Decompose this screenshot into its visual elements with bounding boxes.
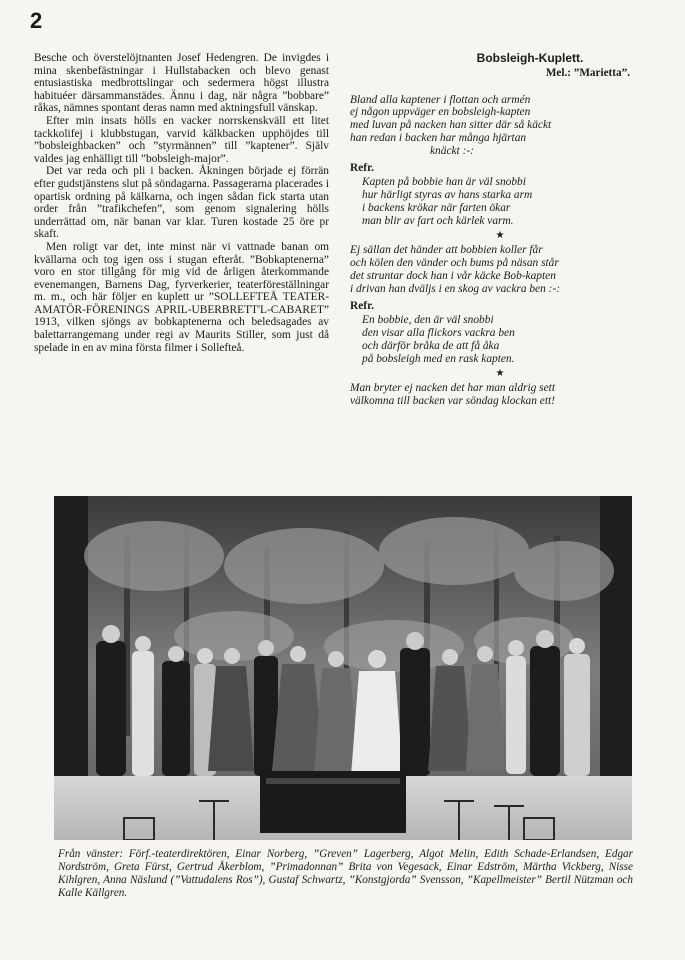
verse-line: i drivan han dväljs i en skog av vackra ben :-:	[350, 282, 561, 295]
verse-1	[350, 94, 650, 158]
refrain-1	[350, 176, 650, 227]
refrain-label: Refr.	[350, 161, 374, 174]
song-melody: Mel.: ”Marietta”.	[545, 66, 630, 79]
refrain-2	[350, 314, 650, 365]
paragraph: Men roligt var det, inte minst när vi vattnade banan om kvällarna och tog igen oss i stugan efteråt. ”Bobkaptenerna” voro en stor tillgång för mig vid de årligen återkommande evenemangen, Barnens Dag, fyrverkerier, teaterföreställningar m. m., och här följer en kuplett ur ”SOLLEFTEÅ TEATER-AMATÖR-FÖRENINGS APRIL-UBERBRETT'L-CABARET” 1913, vilken sjöngs av bobkaptenerna och beledsagades av balettarrangemang under regi av Maurits Stiller, som just då spelade in en av mina första filmer i Sollefteå.	[34, 240, 329, 354]
refrain-line: En bobbie, den är väl snobbi	[362, 314, 494, 327]
paragraph: Det var reda och pli i backen. Åkningen började ej förrän efter gudstjänstens slut på söndagarna. Passagerarna placerades i opartisk ordning på kälkarna, och ingen sådan fick starta utan order från ”trafikchefen”, som genom signalering hölls underrättad om, när banan var klar. Turen kostade 25 öre pr skaft.	[34, 165, 329, 241]
photo-caption: Från vänster: Förf.-teaterdirektören, Einar Norberg, ”Greven” Lagerberg, Algot Melin, Edith Schade-Erlandsen, Edgar Nordström, Greta Fürst, Gertrud Åkerblom, ”Primadonnan” Brita von Vegesack, Einar Edström, Märtha Vickberg, Nisse Kihlgren, Anna Näslund (”Vattudalens Ros”), Gustaf Schwartz, ”Konstgjorda” Svensson, ”Kapellmeister” Bertil Nützman och Kalle Källgren.	[58, 848, 633, 899]
closing-lines	[350, 382, 650, 408]
verse-line: Ej sällan det händer att bobbien koller får	[350, 244, 543, 257]
verse-line: han redan i backen har många hjärtan	[350, 131, 527, 144]
closing-line: välkomna till backen var söndag klockan ett!	[350, 395, 555, 408]
paragraph: Besche och överstelöjtnanten Josef Hedengren. De invigdes i mina skenbefästningar i Hullstabacken och blevo genast entusiastiska medbrottslingar och sedermera högst illustra habituéer därsammanstädes. Ännu i dag, när några ”bobbare” råkas, nämnes spontant deras namn med aktningsfull vänskap.	[34, 52, 329, 115]
right-curtain	[600, 496, 632, 786]
left-column-text	[34, 52, 329, 354]
refrain-line: Kapten på bobbie han är väl snobbi	[362, 176, 526, 189]
verse-line: det struntar dock han i vår käcke Bob-kapten	[350, 269, 556, 282]
song-column	[350, 52, 650, 408]
refrain-label: Refr.	[350, 299, 374, 312]
star-divider: ★	[495, 367, 505, 379]
refrain-line: på bobsleigh med en rask kapten.	[362, 352, 515, 365]
refrain-line: man blir av fart och kärlek varm.	[362, 214, 514, 227]
star-divider: ★	[495, 229, 505, 241]
verse-line: Bland alla kaptener i flottan och armén	[350, 93, 531, 106]
verse-line: med luvan på nacken han sitter där så käckt	[350, 119, 552, 132]
paragraph: Efter min insats hölls en vacker norrskenskväll ett litet tackkolifej i klubbstugan, varvid kälkbacken upphöjdes till ”bobsleighbacken” och ”styrmännen” till ”kaptener”. Själv valdes jag enhälligt till ”bobsleigh-major”.	[34, 114, 329, 165]
page-number: 2	[30, 8, 43, 33]
closing-line: Man bryter ej nacken det har man aldrig sett	[350, 382, 555, 395]
refrain-line: och därför bråka de att få åka	[362, 339, 500, 352]
left-curtain	[54, 496, 88, 786]
photo-illustration	[54, 496, 632, 840]
refrain-line: i backens krökar när farten ökar	[362, 201, 511, 214]
group-on-stage-photo	[54, 496, 632, 840]
refrain-line: den visar alla flickors vackra ben	[362, 327, 515, 340]
verse-line: ej någon uppväger en bobsleigh-kapten	[350, 106, 531, 119]
verse-line: knäckt :-:	[430, 144, 474, 157]
refrain-line: hur härligt styras av hans starka arm	[362, 189, 533, 202]
verse-line: och kölen den vänder och bums på näsan står	[350, 257, 559, 270]
verse-2	[350, 244, 650, 295]
song-title: Bobsleigh-Kuplett.	[476, 51, 584, 65]
